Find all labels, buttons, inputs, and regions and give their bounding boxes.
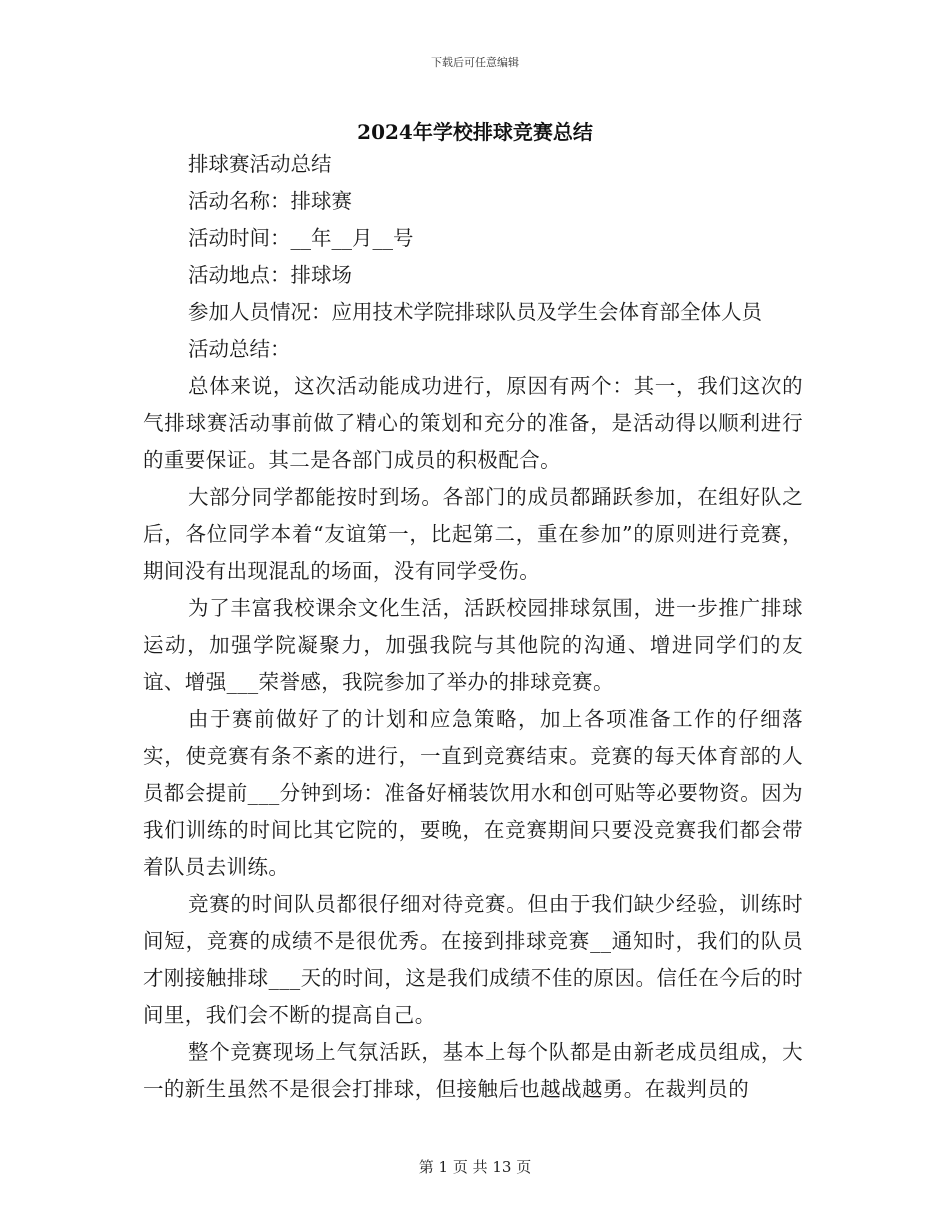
paragraph-1: 总体来说，这次活动能成功进行，原因有两个：其一，我们这次的气排球赛活动事前做了精心的策划和充分的准备，是活动得以顺利进行的重要保证。其二是各部门成员的积极配合。 [143,374,803,472]
paragraph-4: 由于赛前做好了的计划和应急策略，加上各项准备工作的仔细落实，使竞赛有条不紊的进行，一直到竞赛结束。竞赛的每天体育部的人员都会提前___分钟到场：准备好桶装饮用水和创可贴等必要物资。因为我们训练的时间比其它院的，要晚，在竞赛期间只要没竞赛我们都会带着队员去训练。 [143,707,803,879]
paragraph-5: 竞赛的时间队员都很仔细对待竞赛。但由于我们缺少经验，训练时间短，竞赛的成绩不是很优秀。在接到排球竞赛__通知时，我们的队员才刚接触排球___天的时间，这是我们成绩不佳的原因。信任在今后的时间里，我们会不断的提高自己。 [143,892,803,1027]
page-header-note: 下载后可任意编辑 [431,56,519,69]
activity-place: 活动地点：排球场 [188,263,352,287]
activity-name: 活动名称：排球赛 [188,189,352,213]
activity-summary-label: 活动总结： [188,337,291,361]
paragraph-6: 整个竞赛现场上气氛活跃，基本上每个队都是由新老成员组成，大一的新生虽然不是很会打排球，但接触后也越战越勇。在裁判员的 [143,1040,803,1101]
paragraph-3: 为了丰富我校课余文化生活，活跃校园排球氛围，进一步推广排球运动，加强学院凝聚力，加强我院与其他院的沟通、增进同学们的友谊、增强___荣誉感，我院参加了举办的排球竞赛。 [143,596,803,694]
page-number-footer: 第 1 页 共 13 页 [418,1158,532,1176]
activity-participants: 参加人员情况：应用技术学院排球队员及学生会体育部全体人员 [188,300,762,324]
document-title: 2024年学校排球竞赛总结 [357,120,593,144]
document-body [143,146,803,1108]
activity-subtitle: 排球赛活动总结 [188,152,332,176]
paragraph-2: 大部分同学都能按时到场。各部门的成员都踊跃参加，在组好队之后，各位同学本着“友谊第一，比起第二，重在参加”的原则进行竞赛，期间没有出现混乱的场面，没有同学受伤。 [143,485,803,583]
activity-time: 活动时间：__年__月__号 [188,226,414,250]
